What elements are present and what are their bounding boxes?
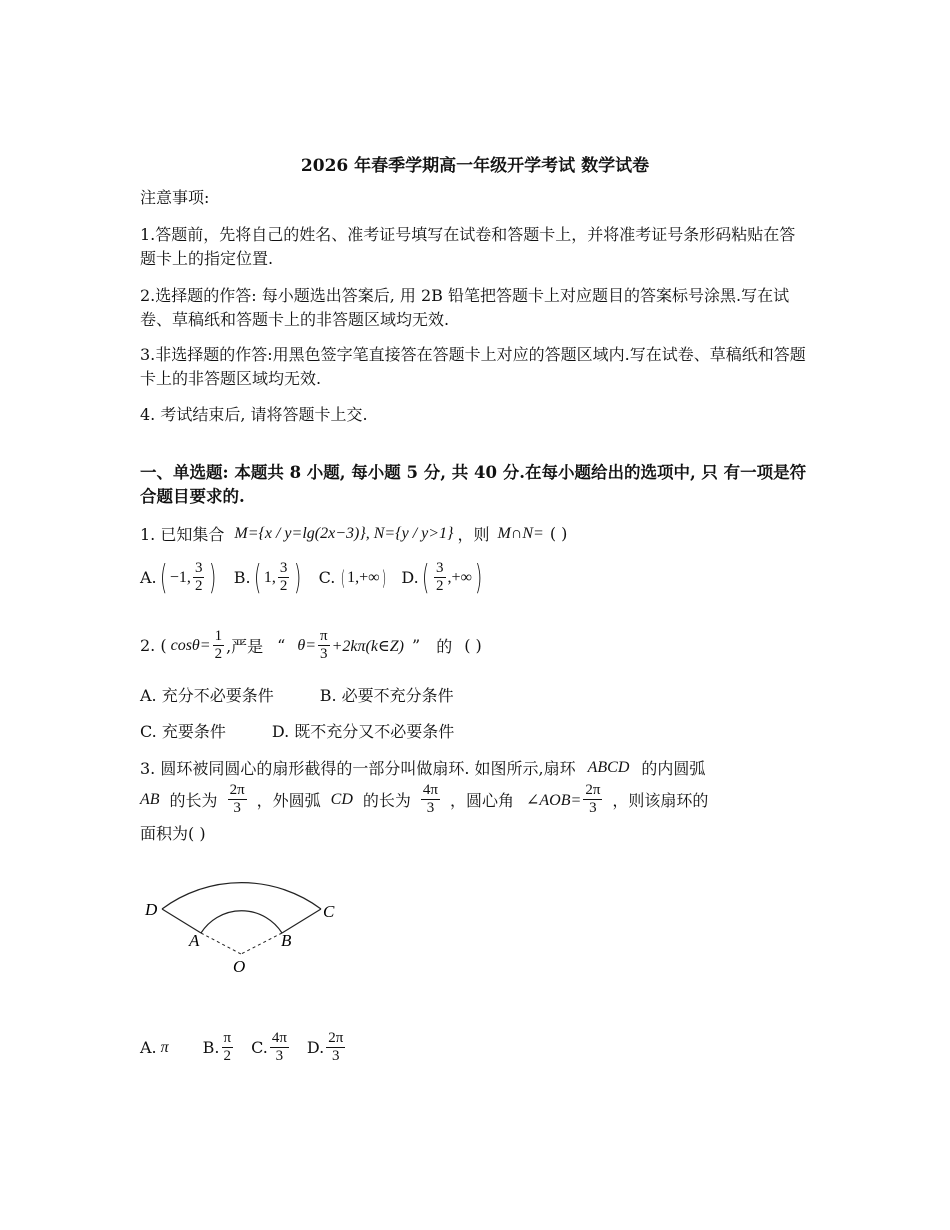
q3-opt-a-val: π	[160, 1038, 169, 1056]
notice-item-3: 3.非选择题的作答:用黑色签字笔直接答在答题卡上对应的答题区域内.写在试卷、草稿纸和答题卡上的非答题区域均无效.	[140, 345, 806, 388]
q3-f2-num: 4π	[422, 782, 438, 798]
q1-opt-c-text: 1,+∞	[347, 568, 380, 586]
q2-opt-b: B. 必要不充分条件	[319, 686, 454, 705]
q2-rq: ”	[412, 636, 421, 655]
label-b: B	[281, 931, 292, 950]
q3-abcd: ABCD	[587, 758, 630, 776]
question-3-line-2	[140, 782, 708, 817]
q2-prefix: 2. (	[140, 636, 167, 655]
q3-opt-d-num: 2π	[328, 1030, 344, 1046]
q3-f2-den: 3	[426, 800, 435, 816]
q3-f3-den: 3	[589, 800, 597, 816]
q1-opt-d-right: ,+∞	[447, 568, 472, 586]
section-heading: 一、单选题: 本题共 8 小题, 每小题 5 分, 共 40 分.在每小题给出的选项中, 只 有一项是符合题目要求的.	[140, 463, 807, 506]
q2-f1-den: 2	[214, 646, 223, 662]
dashed-bo	[241, 933, 282, 954]
q2-f2-num: π	[320, 628, 328, 644]
q1-opt-b-den: 2	[279, 578, 288, 594]
inner-arc-ab	[201, 911, 282, 933]
q1-opt-d-num: 3	[436, 560, 444, 576]
label-o: O	[233, 957, 246, 976]
q3-opt-d-den: 3	[332, 1048, 340, 1064]
q3-f1-den: 3	[233, 800, 241, 816]
label-c: C	[323, 902, 335, 921]
q2-opt-a: A. 充分不必要条件	[140, 686, 274, 705]
q3-angle: ∠AOB=	[526, 791, 582, 809]
notice-item-1: 1.答题前，先将自己的姓名、准考证号填写在试卷和答题卡上，并将准考证号条形码粘贴在答题卡上的指定位置.	[140, 225, 796, 268]
q2-options-row-2	[140, 719, 454, 742]
q3-opt-b-num: π	[223, 1030, 232, 1046]
label-d: D	[145, 900, 158, 919]
q1-sets: M={x / y=lg(2x−3)}, N={y / y>1}	[234, 524, 454, 542]
notice-item-2: 2.选择题的作答: 每小题选出答案后, 用 2B 铅笔把答题卡上对应题目的答案标号涂黑.写在试卷、草稿纸和答题卡上的非答题区域均无效.	[140, 286, 790, 329]
q3-len1: 的长为	[169, 791, 218, 810]
q3-len2: 的长为	[362, 791, 411, 810]
segment-da	[162, 909, 201, 933]
q3-line1-tail: 的内圆弧	[641, 759, 706, 778]
q3-ask: ，则该扇环的	[612, 791, 709, 810]
q3-opt-a-label: A.	[140, 1038, 157, 1057]
q3-cd: CD	[330, 790, 353, 808]
q2-rest: +2kπ(k∈Z)	[331, 637, 405, 655]
q3-opt-b-label: B.	[202, 1038, 220, 1057]
q3-opt-c-label: C.	[251, 1038, 268, 1057]
q3-options	[140, 1030, 347, 1065]
q3-f3-num: 2π	[585, 782, 601, 798]
q1-opt-a-den: 2	[194, 578, 203, 594]
q1-opt-a-label: A.	[140, 568, 157, 587]
q1-options: A. ( −1, $\frac{3}{2}$ ) B. ( 1, $\frac{3}{2}$ ) C. ( 1,+∞ ) D. ( $\frac{3}{2}$ ,+∞ )	[140, 557, 483, 598]
q3-opt-c-den: 3	[275, 1048, 284, 1064]
q2-f2-den: 3	[320, 646, 328, 662]
q2-theta: θ=	[297, 636, 317, 654]
q1-opt-b-left: 1,	[263, 568, 276, 586]
q2-opt-d: D. 既不充分又不必要条件	[271, 722, 455, 741]
q2-tail: 的	[436, 637, 453, 656]
q3-angle-intro: ，圆心角	[449, 791, 514, 810]
annulus-sector-figure	[140, 858, 360, 983]
outer-arc-cd	[162, 883, 321, 909]
q2-lq: “	[277, 636, 286, 655]
segment-cb	[282, 909, 321, 933]
q1-paren: ( )	[549, 524, 568, 543]
q3-line1: 3. 圆环被同圆心的扇形截得的一部分叫做扇环. 如图所示,扇环	[140, 759, 576, 778]
q1-mid: ，则	[457, 525, 490, 544]
question-1	[140, 522, 567, 545]
q2-f1-num: 1	[214, 628, 223, 644]
dashed-ao	[201, 933, 241, 954]
q3-opt-c-num: 4π	[271, 1030, 287, 1046]
notice-item-4: 4. 考试结束后, 请将答题卡上交.	[140, 405, 368, 424]
q1-opt-d-label: D.	[401, 568, 419, 587]
q3-outer: ，外圆弧	[256, 791, 321, 810]
page-title: 2026 年春季学期高一年级开学考试 数学试卷	[300, 156, 650, 176]
q2-cos: cosθ=	[170, 636, 211, 654]
q3-opt-d-label: D.	[306, 1038, 325, 1057]
question-2	[140, 628, 482, 663]
q3-line3: 面积为( )	[140, 824, 206, 843]
label-a: A	[189, 931, 200, 950]
q1-ask: M∩N=	[497, 524, 544, 542]
q2-paren: ( )	[464, 636, 482, 655]
q1-opt-c-label: C.	[318, 568, 336, 587]
q1-opt-b-num: 3	[279, 560, 288, 576]
q2-mid: ,严是	[226, 637, 264, 656]
q3-opt-b-den: 2	[223, 1048, 232, 1064]
q1-opt-b-label: B.	[233, 568, 251, 587]
q1-opt-a-left: −1,	[169, 568, 191, 586]
q1-opt-a-num: 3	[194, 560, 203, 576]
q2-options-row-1	[140, 683, 454, 706]
q3-f1-num: 2π	[229, 782, 245, 798]
q2-opt-c: C. 充要条件	[140, 722, 226, 741]
q1-prefix: 1. 已知集合	[140, 525, 225, 544]
q3-ab: AB	[140, 790, 160, 808]
question-3-line-1	[140, 756, 705, 779]
notice-heading: 注意事项:	[140, 188, 210, 207]
q1-opt-d-den: 2	[436, 578, 444, 594]
